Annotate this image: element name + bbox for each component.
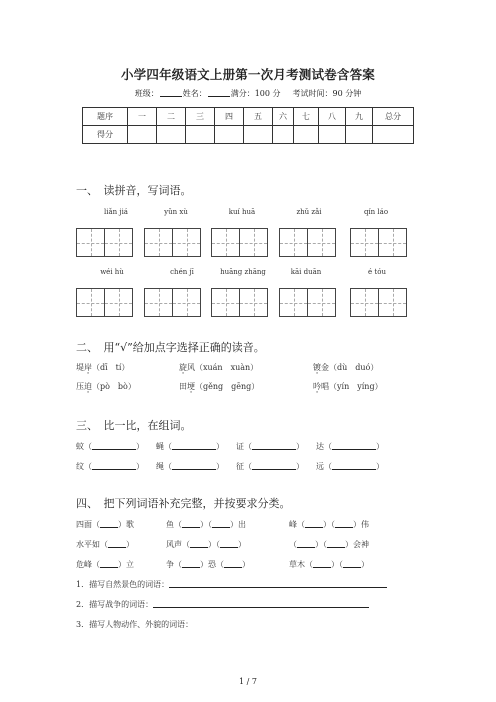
pinyin-label: wéi hù <box>100 268 124 276</box>
score-header-cell: 四 <box>215 108 244 126</box>
score-table-header-row <box>83 108 414 126</box>
pinyin-label: huāng zhāng <box>220 268 266 276</box>
word-item: 绳（ ） <box>156 462 224 471</box>
writing-grid[interactable] <box>76 228 133 257</box>
reading-item: 田埂（gěng gēng） <box>179 382 260 391</box>
exam-info <box>0 88 496 99</box>
pinyin-label: yǔn xù <box>164 208 188 216</box>
reading-item: 吟唱（yín yíng） <box>313 382 383 391</box>
writing-grid[interactable] <box>279 228 336 257</box>
pinyin-label: é tóu <box>368 268 386 276</box>
reading-options[interactable]: （dù duó） <box>329 363 379 372</box>
reading-options[interactable]: （pò bò） <box>92 382 136 391</box>
section-2-heading: 二、 用“√”给加点字选择正确的读音。 <box>76 341 265 354</box>
pinyin-label: kāi duān <box>290 268 322 276</box>
classify-question-2: 2．描写战争的词语： <box>76 599 369 610</box>
writing-grid[interactable] <box>350 288 407 317</box>
score-cell[interactable] <box>346 126 373 144</box>
classify-question-3: 3．描写人物动作、外貌的词语： <box>76 620 194 629</box>
score-cell[interactable] <box>373 126 414 144</box>
class-blank[interactable] <box>160 88 182 97</box>
score-header-cell: 三 <box>186 108 215 126</box>
writing-grid[interactable] <box>350 228 407 257</box>
reading-options[interactable]: （xuán xuàn） <box>195 363 259 372</box>
section-1-heading: 一、 读拼音，写词语。 <box>76 184 192 197</box>
exam-time: 考试时间：90 分钟 <box>292 89 362 98</box>
pinyin-label: zhǔ zǎi <box>296 208 322 216</box>
name-label: 姓名： <box>182 89 207 98</box>
score-header-cell: 九 <box>346 108 373 126</box>
score-cell[interactable] <box>186 126 215 144</box>
reading-options[interactable]: （yín yíng） <box>329 382 383 391</box>
section-4-heading: 四、 把下列词语补充完整，并按要求分类。 <box>76 497 291 510</box>
score-cell[interactable] <box>319 126 346 144</box>
pinyin-label: chén jī <box>170 268 194 276</box>
word-item: 证（ ） <box>236 442 304 451</box>
writing-grid[interactable] <box>211 288 268 317</box>
score-header-cell: 七 <box>294 108 319 126</box>
idiom-item: （ ）（ ）会神 <box>289 540 369 549</box>
writing-grid[interactable] <box>211 228 268 257</box>
reading-item: 旋风（xuán xuàn） <box>179 363 259 372</box>
page-title: 小学四年级语文上册第一次月考测试卷含答案 <box>120 67 375 82</box>
idiom-item: 危峰（ ）立 <box>76 560 134 569</box>
answer-line[interactable] <box>169 579 387 588</box>
reading-item: 镀金（dù duó） <box>313 363 379 372</box>
word-item: 远（ ） <box>316 462 384 471</box>
reading-item: 压迫（pò bò） <box>76 382 136 391</box>
score-header-cell: 八 <box>319 108 346 126</box>
word-item: 达（ ） <box>316 442 384 451</box>
score-header-cell: 一 <box>128 108 157 126</box>
section-3-heading: 三、 比一比，在组词。 <box>76 419 192 432</box>
classify-question-1: 1．描写自然景色的词语： <box>76 579 387 590</box>
score-header-cell: 二 <box>157 108 186 126</box>
pinyin-label: kuí huā <box>228 208 256 216</box>
pinyin-label: qín láo <box>363 208 389 216</box>
score-header-cell: 六 <box>273 108 294 126</box>
writing-grid[interactable] <box>279 288 336 317</box>
page-number: 1 / 7 <box>239 677 257 686</box>
idiom-item: 争（ ）恐（ ） <box>166 560 250 569</box>
idiom-item: 草木（ ）（ ） <box>289 560 369 569</box>
word-item: 征（ ） <box>236 462 304 471</box>
score-cell[interactable] <box>244 126 273 144</box>
answer-blank[interactable] <box>332 441 376 450</box>
reading-options[interactable]: （dī tí） <box>92 363 130 372</box>
class-label: 班级： <box>134 89 159 98</box>
idiom-item: 四面（ ）歌 <box>76 520 134 529</box>
pinyin-label: liǎn jiá <box>104 208 128 216</box>
word-item: 纹（ ） <box>76 462 144 471</box>
reading-item: 堤岸（dī tí） <box>76 363 130 372</box>
idiom-item: 鱼（ ）（ ）出 <box>166 520 246 529</box>
score-table <box>82 107 414 144</box>
idiom-item: 峰（ ）（ ）伟 <box>289 520 369 529</box>
writing-grid[interactable] <box>144 288 201 317</box>
answer-blank[interactable] <box>92 441 136 450</box>
answer-blank[interactable] <box>172 441 216 450</box>
writing-grid[interactable] <box>144 228 201 257</box>
writing-grid[interactable] <box>76 288 133 317</box>
idiom-item: 风声（ ）（ ） <box>166 540 246 549</box>
answer-blank[interactable] <box>92 461 136 470</box>
score-cell[interactable] <box>157 126 186 144</box>
answer-blank[interactable] <box>252 441 296 450</box>
answer-blank[interactable] <box>252 461 296 470</box>
score-cell[interactable] <box>294 126 319 144</box>
score-cell[interactable] <box>128 126 157 144</box>
answer-line[interactable] <box>153 599 369 608</box>
score-table-score-row <box>83 126 414 144</box>
word-item: 蝇（ ） <box>156 442 224 451</box>
answer-blank[interactable] <box>332 461 376 470</box>
reading-options[interactable]: （gěng gēng） <box>195 382 260 391</box>
score-header-cell: 题序 <box>83 108 128 126</box>
score-header-cell: 五 <box>244 108 273 126</box>
score-cell[interactable] <box>273 126 294 144</box>
name-blank[interactable] <box>208 88 230 97</box>
score-row-label: 得分 <box>83 126 128 144</box>
idiom-item: 水平如（ ） <box>76 540 134 549</box>
score-cell[interactable] <box>215 126 244 144</box>
full-score: 满分：100 分 <box>230 89 281 98</box>
score-header-cell: 总分 <box>373 108 414 126</box>
answer-blank[interactable] <box>172 461 216 470</box>
word-item: 蚊（ ） <box>76 442 144 451</box>
